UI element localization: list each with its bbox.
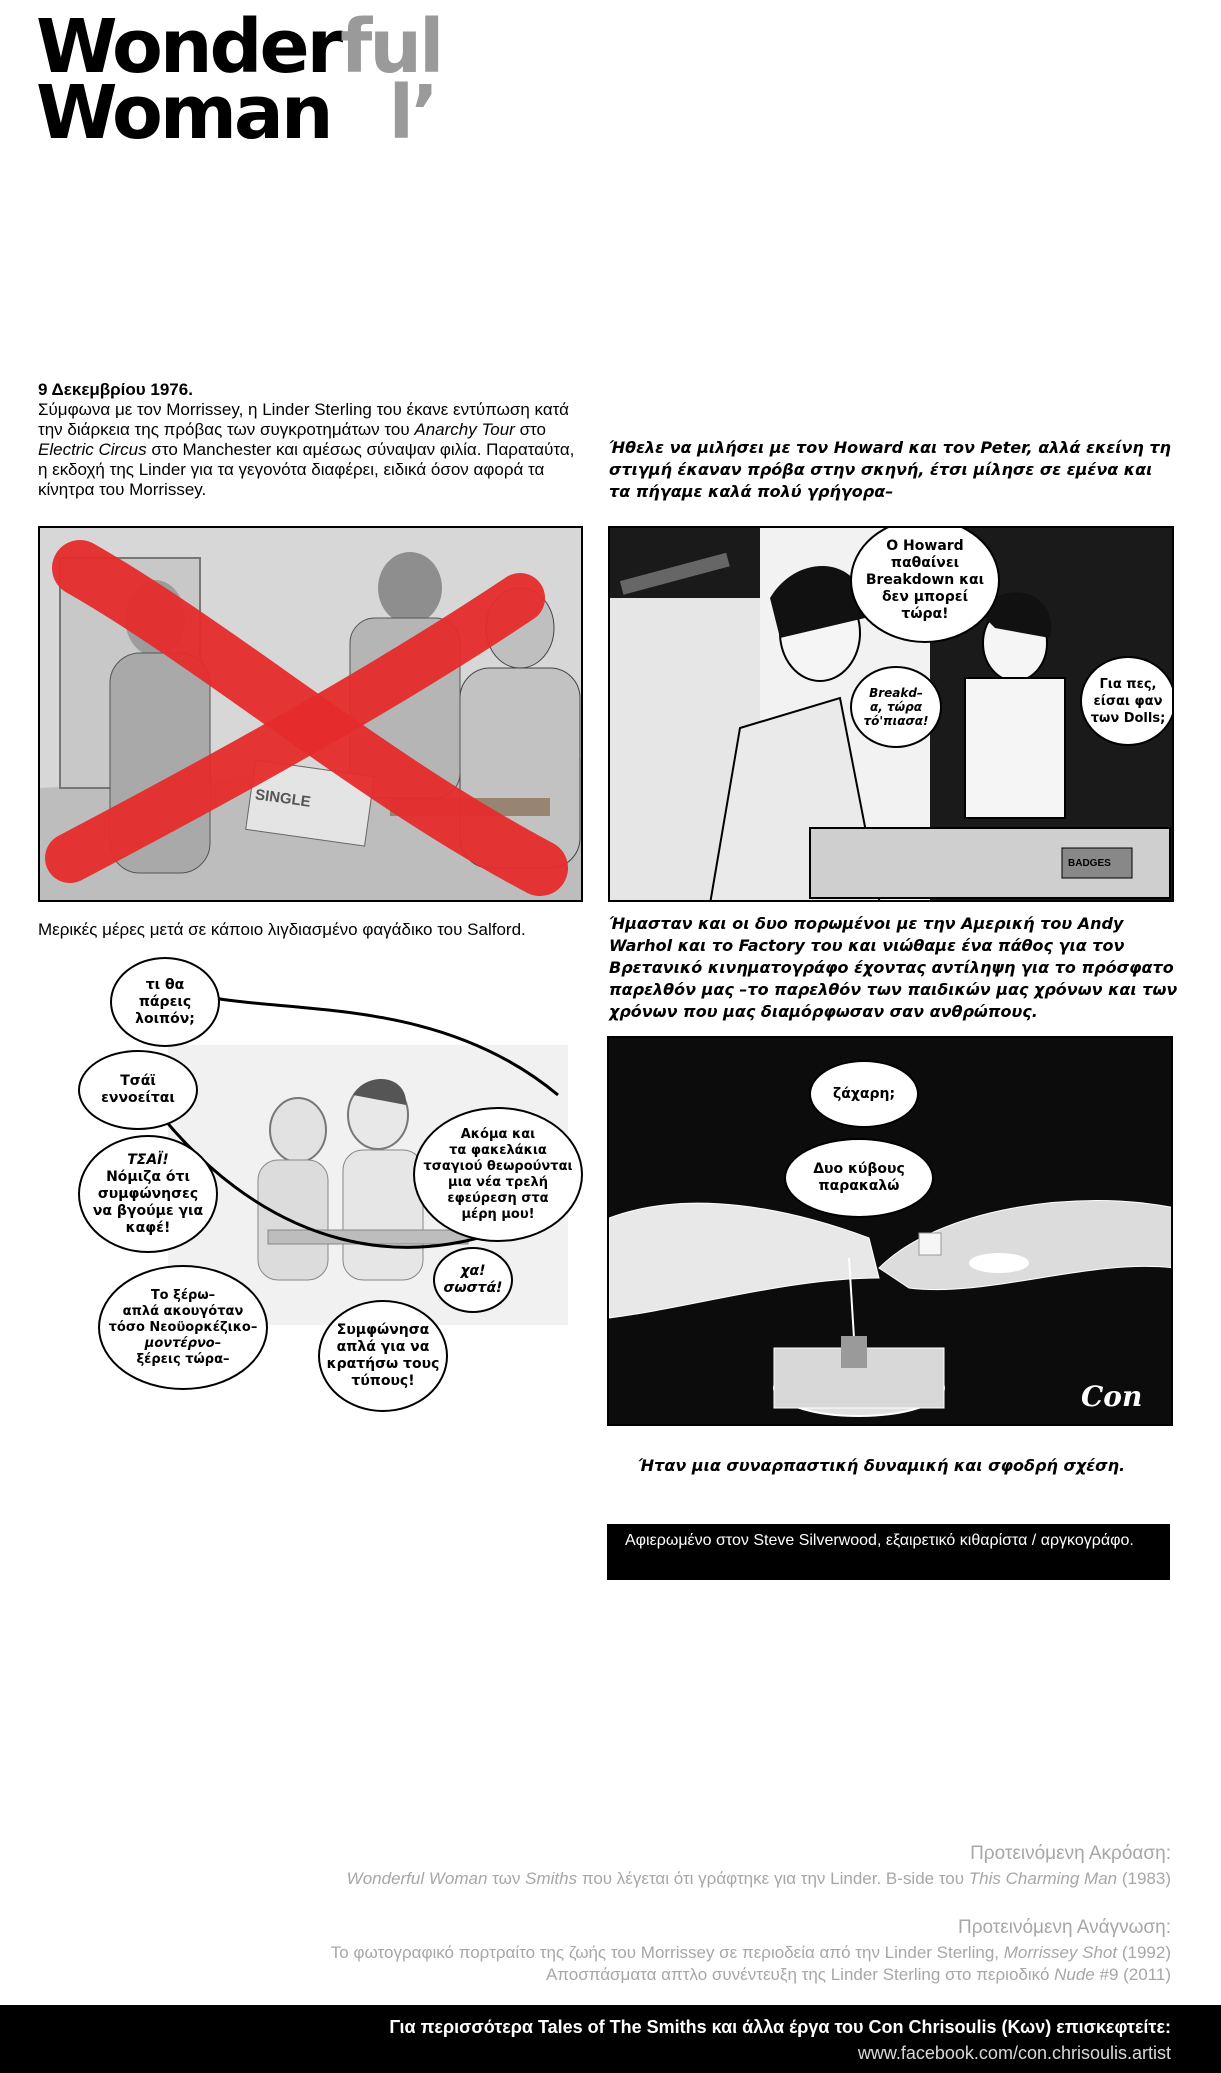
bubble-tsai-ennoeitai: Τσάϊ εννοείται	[78, 1050, 198, 1130]
artist-signature: Con	[1081, 1380, 1143, 1413]
title-word-l: l’	[388, 70, 437, 156]
reco-read-line-2: Αποσπάσματα απτλο συνέντευξη της Linder Sterling στο περιοδικό Nude #9 (2011)	[545, 1965, 1171, 1984]
intro-text	[38, 380, 588, 500]
caption-right-2: Ήμασταν και οι δυο πορωμένοι με την Αμερική του Andy Warhol και το Factory του και νιώθαμε ένα πάθος για τον Βρετανικό κινηματογράφο έχοντας αντίληψη για το πρόσφατο παρελθόν μας –το παρελθόν των παιδικών μας χρόνων και των χρόνων που μας διαμόρφωσαν σαν ανθρώπους.	[609, 914, 1178, 1021]
caption-left-2: Μερικές μέρες μετά σε κάποιο λιγδιασμένο φαγάδικο του Salford.	[38, 920, 526, 939]
caption-right-3: Ήταν μια συναρπαστική δυναμική και σφοδρή σχέση.	[638, 1456, 1126, 1475]
panel-meeting	[608, 526, 1174, 902]
footer-line-1: Για περισσότερα Tales of The Smiths και άλλα έργα του Con Chrisoulis (Κων) επισκεφτείτε:	[389, 2017, 1171, 2037]
panel-rehearsal-crossed	[38, 526, 583, 902]
bubble-tsai-nomiza: ΤΣΑΪ! Νόμιζα ότι συμφώνησες να βγούμε για καφέ!	[78, 1135, 218, 1253]
intro-anarchy-tour: Anarchy Tour	[414, 420, 515, 439]
bubble-symfonisa: Συμφώνησα απλά για να κρατήσω τους τύπους!	[318, 1300, 448, 1412]
dedication-box: Αφιερωμένο στον Steve Silverwood, εξαιρετικό κιθαρίστα / αργκογράφο.	[607, 1524, 1170, 1580]
bubble-breakd: Breakd– α, τώρα τό'πιασα!	[850, 666, 942, 748]
reco-read-line-1: Το φωτογραφικό πορτραίτο της ζωής του Morrissey σε περιοδεία από την Linder Sterling, Morrissey Shot (1992)	[330, 1943, 1171, 1962]
comic-title	[36, 4, 442, 156]
title-word-ful: ful	[340, 4, 442, 90]
bubble-to-xero: Το ξέρω– απλά ακουγόταν τόσο Νεοϋορκέζικο– μοντέρνο– ξέρεις τώρα–	[98, 1265, 268, 1390]
caption-right-1: Ήθελε να μιλήσει με τον Howard και τον Peter, αλλά εκείνη τη στιγμή έκαναν πρόβα στην σκηνή, έτσι μίλησε σε εμένα και τα πήγαμε καλά πολύ γρήγορα–	[609, 438, 1171, 501]
reco-listen-line: Wonderful Woman των Smiths που λέγεται ότι γράφτηκε για την Linder. B-side του This Charming Man (1983)	[346, 1869, 1171, 1888]
intro-electric-circus: Electric Circus	[38, 440, 147, 459]
intro-p1: Σύμφωνα με τον Morrissey, η Linder Sterling του έκανε εντύπωση κατά την διάρκεια της πρόβας των συγκροτημάτων του	[38, 400, 569, 439]
bubble-zaxari: ζάχαρη;	[809, 1060, 919, 1128]
panel1-sign: SINGLE	[254, 786, 312, 811]
panel2-badges-label: BADGES	[1068, 858, 1111, 869]
bubble-fakelakia: Ακόμα και τα φακελάκια τσαγιού θεωρούνται μια νέα τρελή εφεύρεση στα μέρη μου!	[413, 1107, 583, 1242]
intro-date: 9 Δεκεμβρίου 1976.	[38, 380, 193, 399]
panel-cafe	[38, 955, 583, 1425]
bubble-dyo-kyvous: Δυο κύβους παρακαλώ	[784, 1138, 934, 1218]
intro-p1b: στο	[514, 420, 546, 439]
reco-read-heading: Προτεινόμενη Ανάγνωση:	[957, 1917, 1171, 1938]
footer-facebook-link[interactable]: www.facebook.com/con.chrisoulis.artist	[857, 2043, 1171, 2063]
title-word-woman: Woman	[36, 70, 331, 156]
bubble-dolls: Για πες, είσαι φαν των Dolls;	[1080, 656, 1174, 746]
panel1-art	[40, 528, 583, 902]
intro-p1c: στο Manchester και αμέσως σύναψαν φιλία. Παραταύτα, η εκδοχή της Linder για τα γεγονότα διαφέρει, ειδικά όσον αφορά τα κίνητρα του Morrissey.	[38, 440, 575, 499]
panel-sugar	[607, 1036, 1173, 1426]
title-word-wonder: Wonder	[36, 4, 341, 90]
bubble-howard-breakdown: O Howard παθαίνει Breakdown και δεν μπορεί τώρα!	[850, 526, 1000, 643]
bubble-xa-sosta: χα! σωστά!	[433, 1247, 513, 1313]
bubble-ti-tha-pareis: τι θα πάρεις λοιπόν;	[110, 957, 220, 1047]
footer-bar	[0, 2005, 1221, 2073]
reco-listen-heading: Προτεινόμενη Ακρόαση:	[970, 1843, 1171, 1864]
